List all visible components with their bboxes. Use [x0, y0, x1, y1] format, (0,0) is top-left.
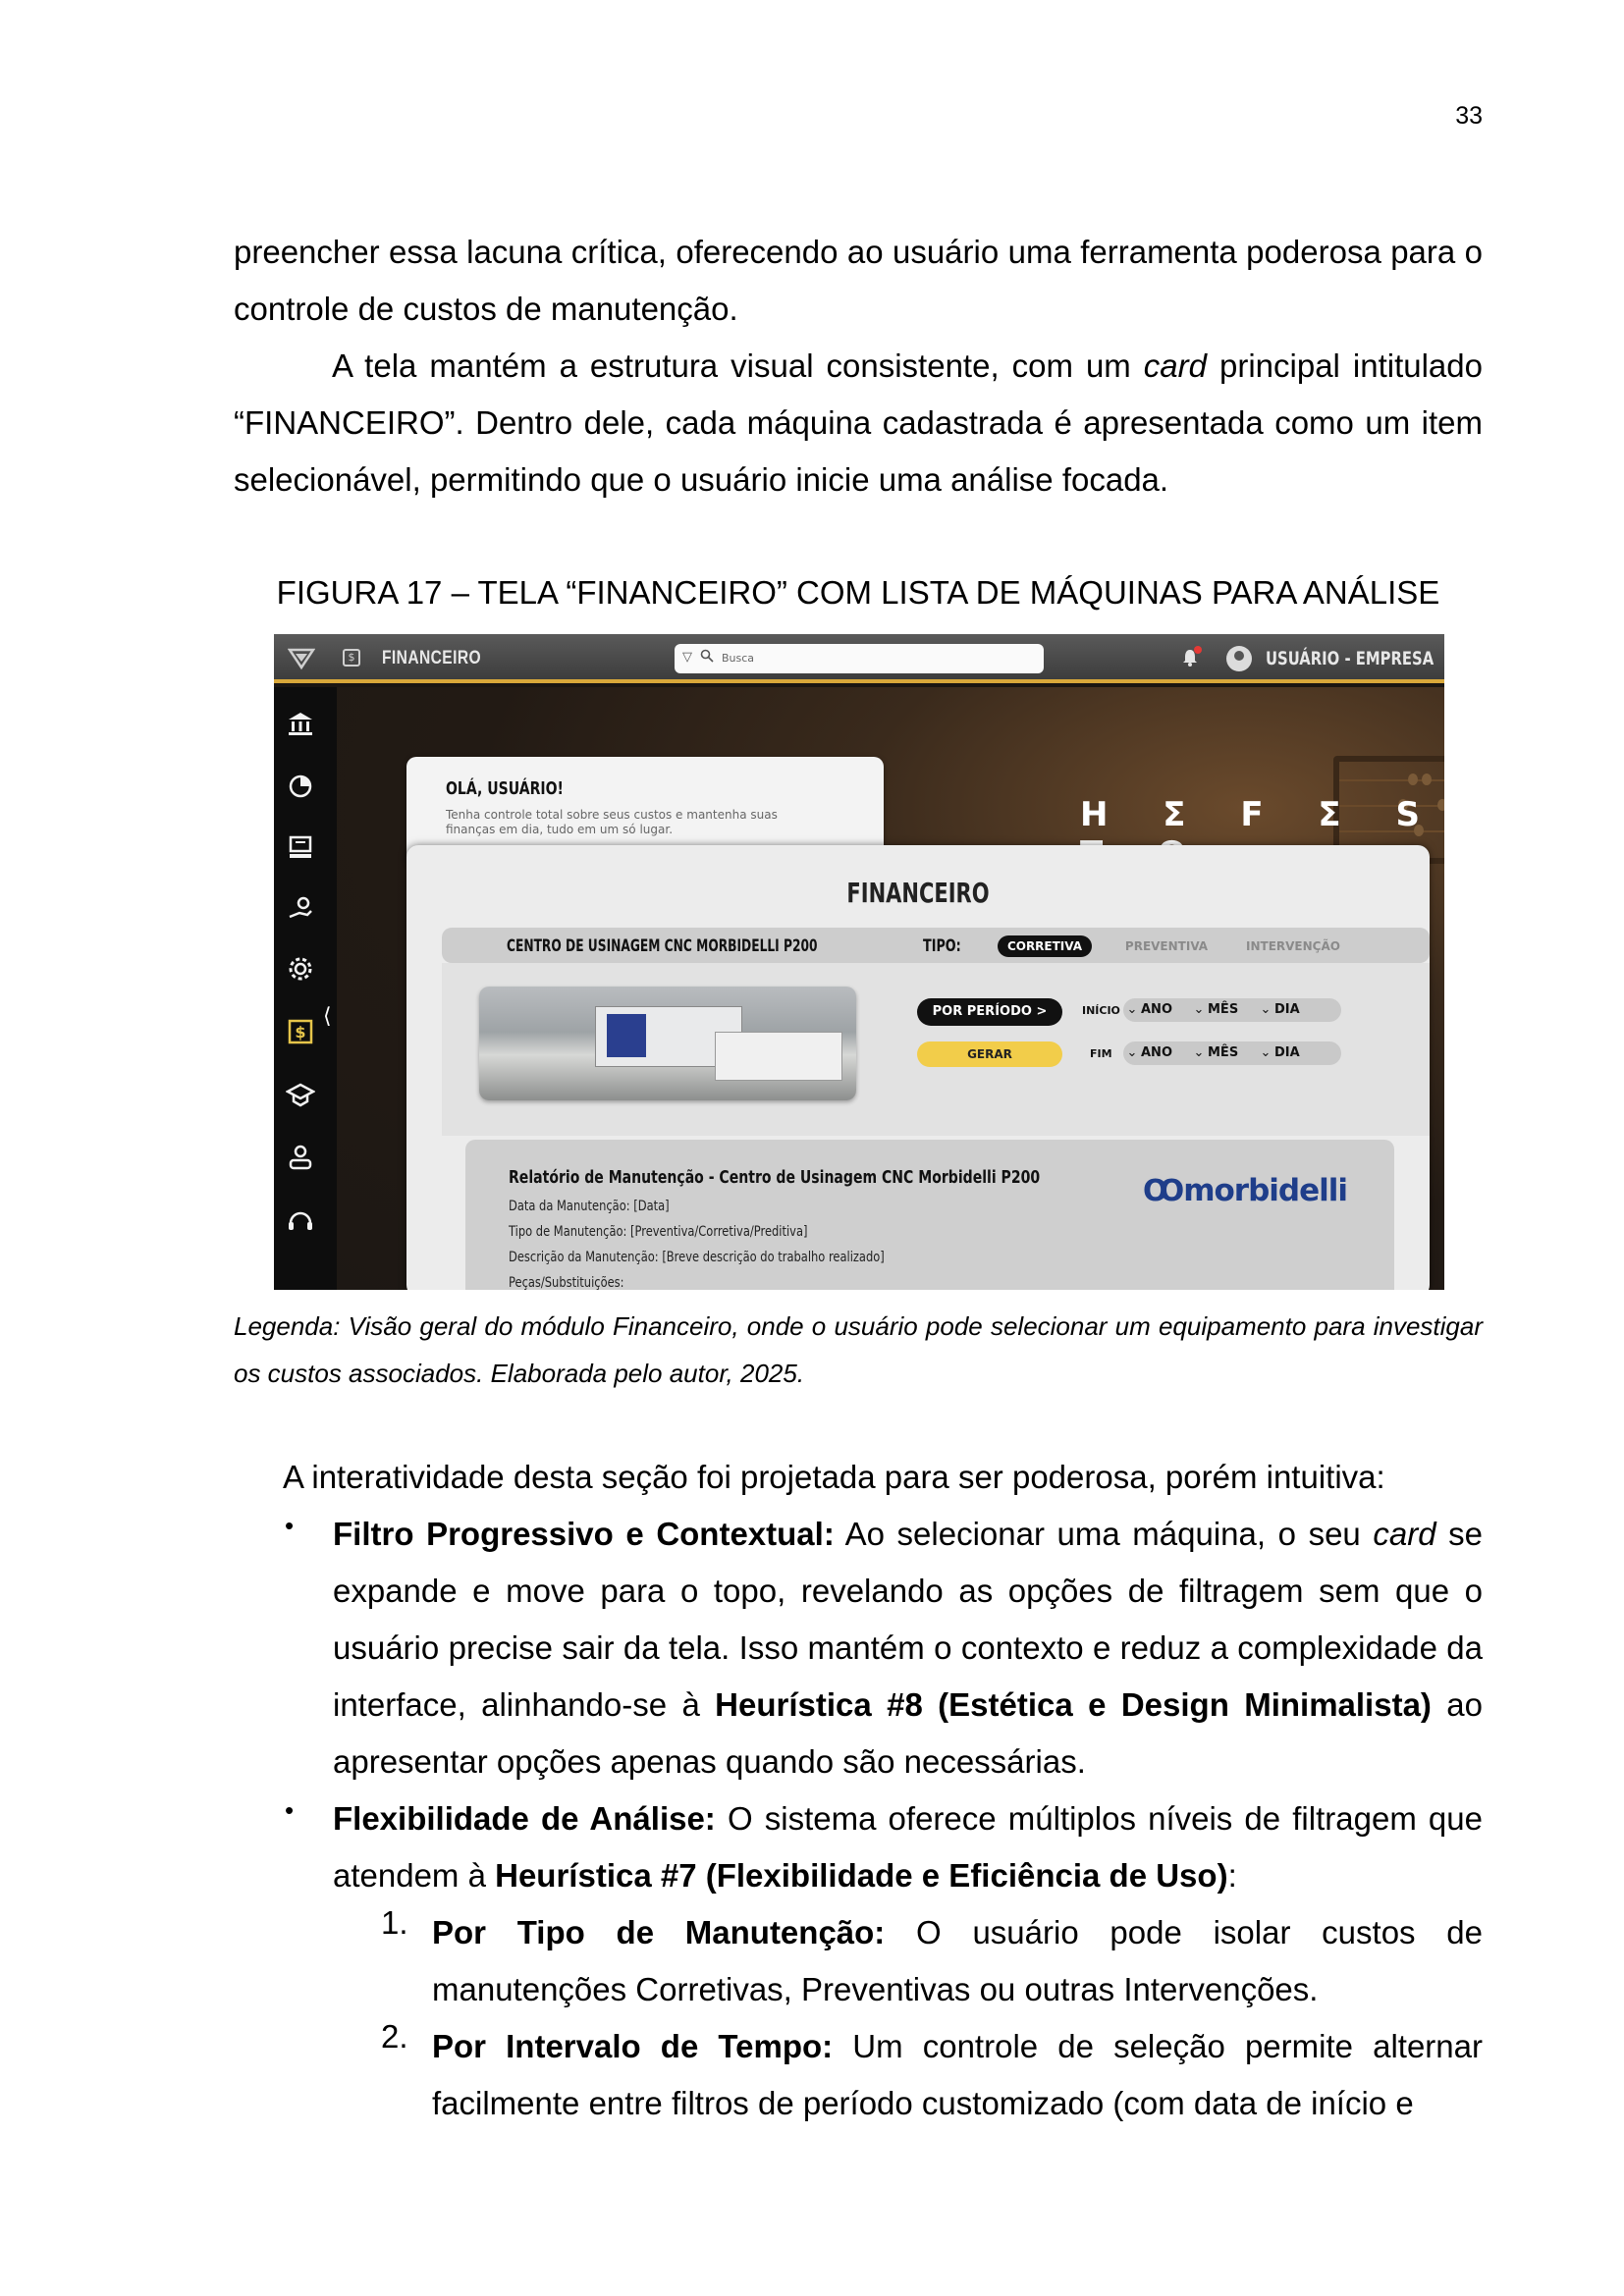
bullet-icon: •: [285, 1511, 295, 1540]
end-month[interactable]: MÊS: [1208, 1045, 1239, 1060]
bullet-1-heading: Filtro Progressivo e Contextual:: [333, 1516, 835, 1552]
intro-paragraph-2-start: A tela mantém a estrutura visual consistente, com um: [332, 347, 1144, 384]
bullet-item-2: [333, 1790, 1483, 1904]
user-label[interactable]: USUÁRIO - EMPRESA: [1266, 648, 1435, 669]
start-date-select[interactable]: [1123, 998, 1341, 1022]
start-label: INÍCIO: [1082, 1004, 1120, 1017]
intro-paragraph-2-italic: card: [1143, 347, 1207, 384]
brand-name: morbidelli: [1183, 1173, 1347, 1208]
end-label: FIM: [1090, 1047, 1112, 1060]
bullet-2-heuristic: Heurística #7 (Flexibilidade e Eficiência de Uso): [495, 1857, 1228, 1894]
chart-pie-icon[interactable]: [286, 772, 315, 801]
end-date-select[interactable]: [1123, 1041, 1341, 1065]
user-icon[interactable]: [1226, 646, 1252, 671]
topbar-title: FINANCEIRO: [382, 648, 482, 668]
machine-photo: [479, 987, 856, 1100]
search-placeholder: Busca: [722, 652, 755, 665]
report-panel: [465, 1140, 1394, 1290]
users-icon[interactable]: [286, 1143, 315, 1172]
numbered-item-1: [432, 1904, 1483, 2018]
brand-mark-icon: Ꝏ: [1143, 1174, 1184, 1208]
financeiro-card: [406, 845, 1430, 1290]
period-button[interactable]: POR PERÍODO >: [917, 998, 1062, 1026]
machine-icon[interactable]: [286, 832, 315, 862]
start-month[interactable]: MÊS: [1208, 1002, 1239, 1017]
page-number: 33: [1455, 102, 1483, 130]
hefesto-logo: H Σ F Σ S: [1080, 795, 1441, 834]
filter-panel: [442, 963, 1430, 1136]
support-icon[interactable]: [286, 1205, 315, 1235]
notification-dot: [1194, 646, 1202, 654]
chevron-down-icon: ⌄: [1126, 1002, 1138, 1017]
bullet-2-heading: Flexibilidade de Análise:: [333, 1800, 716, 1837]
topbar: [274, 634, 1444, 683]
morbidelli-logo: [1143, 1173, 1347, 1208]
money-icon: $: [343, 649, 360, 667]
report-title: Relatório de Manutenção - Centro de Usinagem CNC Morbidelli P200: [509, 1167, 1041, 1188]
svg-text:$: $: [295, 1023, 306, 1041]
active-indicator-icon: ⟨: [323, 1004, 332, 1029]
figure-title: FIGURA 17 – TELA “FINANCEIRO” COM LISTA DE MÁQUINAS PARA ANÁLISE: [276, 574, 1440, 611]
chevron-down-icon: ⌄: [1260, 1002, 1272, 1017]
end-day[interactable]: DIA: [1274, 1045, 1300, 1060]
numbered-2-heading: Por Intervalo de Tempo:: [432, 2028, 834, 2064]
report-line: Descrição da Manutenção: [Breve descrição do trabalho realizado]: [509, 1250, 885, 1265]
sidebar: [274, 687, 337, 1290]
chevron-down-icon: ⌄: [1193, 1045, 1205, 1060]
machine-item[interactable]: [442, 928, 1430, 963]
bullet-1-text-a: Ao selecionar uma máquina, o seu: [834, 1516, 1374, 1552]
numbered-1-text: O usuário pode isolar custos de manutenções Corretivas, Preventivas ou outras Intervenções.: [432, 1914, 1483, 2007]
card-title: FINANCEIRO: [846, 877, 990, 909]
intro-paragraph-1: preencher essa lacuna crítica, oferecendo ao usuário uma ferramenta poderosa para o controle de custos de manutenção.: [234, 234, 1483, 327]
chevron-down-icon: ⌄: [1260, 1045, 1272, 1060]
intro-text: [234, 224, 1483, 508]
figure-screenshot: [274, 634, 1444, 1290]
bank-icon[interactable]: [286, 709, 315, 738]
numbered-item-2: [432, 2018, 1483, 2132]
bullet-2-text-a: O sistema oferece múltiplos níveis de filtragem que atendem à: [333, 1800, 1483, 1894]
hero-area: [337, 687, 1444, 1290]
maintenance-icon[interactable]: [286, 893, 315, 923]
bullet-1-text-c: ao apresentar opções apenas quando são necessárias.: [333, 1686, 1483, 1780]
list-intro: [234, 1449, 1483, 1506]
greeting-subtitle: Tenha controle total sobre seus custos e mantenha suas finanças em dia, tudo em um só lugar.: [446, 808, 778, 836]
list-number: 2.: [381, 2018, 408, 2055]
bullet-1-italic: card: [1373, 1516, 1436, 1552]
list-intro-text: A interatividade desta seção foi projetada para ser poderosa, porém intuitiva:: [283, 1459, 1385, 1495]
logo-icon[interactable]: [288, 646, 315, 671]
start-day[interactable]: DIA: [1274, 1002, 1300, 1017]
dollar-icon[interactable]: [286, 1017, 315, 1046]
figure-caption: Legenda: Visão geral do módulo Financeiro, onde o usuário pode selecionar um equipamento para investigar os custos associados. Elaborada pelo autor, 2025.: [234, 1311, 1483, 1388]
type-intervencao[interactable]: INTERVENÇÃO: [1246, 939, 1340, 953]
type-label: TIPO:: [923, 936, 961, 956]
generate-button[interactable]: GERAR: [917, 1041, 1062, 1067]
bullet-icon: •: [285, 1795, 295, 1825]
gear-icon[interactable]: [286, 954, 315, 984]
type-corretiva[interactable]: CORRETIVA: [998, 935, 1092, 957]
chevron-down-icon: ⌄: [1126, 1045, 1138, 1060]
end-year[interactable]: ANO: [1141, 1045, 1172, 1060]
numbered-2-text: Um controle de seleção permite alternar facilmente entre filtros de período customizado (com data de início e: [432, 2028, 1483, 2121]
machine-name: CENTRO DE USINAGEM CNC MORBIDELLI P200: [507, 936, 818, 956]
greeting-title: OLÁ, USUÁRIO!: [446, 778, 564, 799]
bullet-2-text-b: :: [1227, 1857, 1237, 1894]
chevron-down-icon: ⌄: [1193, 1002, 1205, 1017]
report-line: Peças/Substituições:: [509, 1275, 624, 1290]
type-preventiva[interactable]: PREVENTIVA: [1124, 939, 1209, 953]
bullet-1-heuristic: Heurística #8 (Estética e Design Minimalista): [715, 1686, 1432, 1723]
start-year[interactable]: ANO: [1141, 1002, 1172, 1017]
bullet-item-1: [333, 1506, 1483, 1790]
report-line: Tipo de Manutenção: [Preventiva/Corretiva/Preditiva]: [509, 1224, 808, 1240]
numbered-1-heading: Por Tipo de Manutenção:: [432, 1914, 886, 1950]
report-line: Data da Manutenção: [Data]: [509, 1199, 670, 1214]
graduation-icon[interactable]: [286, 1080, 315, 1109]
intro-paragraph-2-end: principal intitulado “FINANCEIRO”. Dentro dele, cada máquina cadastrada é apresentada como um item selecionável, permitindo que o usuário inicie uma análise focada.: [234, 347, 1483, 498]
search-icon: [700, 649, 714, 663]
list-number: 1.: [381, 1904, 408, 1941]
search-input[interactable]: [675, 644, 1044, 673]
intro-paragraph-2: [234, 338, 1483, 508]
bullet-1-text-b: se expande e move para o topo, revelando as opções de filtragem sem que o usuário precise sair da tela. Isso mantém o contexto e reduz a complexidade da interface, alinhando-se à: [333, 1516, 1483, 1723]
filter-icon[interactable]: ▽: [682, 650, 692, 665]
